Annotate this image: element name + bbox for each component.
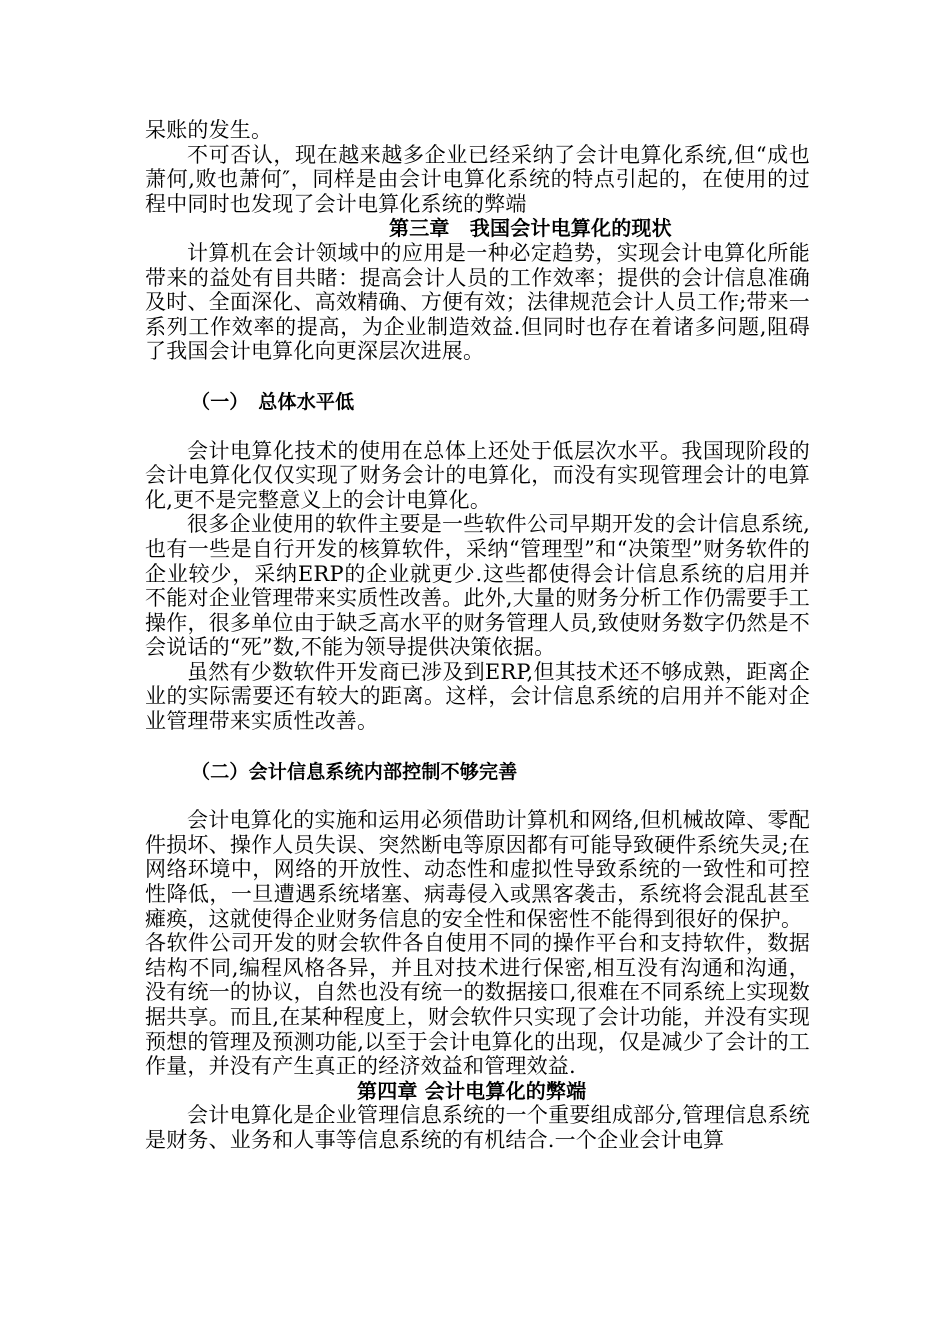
paragraph-chapter-3-1: 计算机在会计领域中的应用是一种必定趋势，实现会计电算化所能带来的益处有目共睹：提高会计人员的工作效率；提供的会计信息准确及时、全面深化、高效精确、方便有效；法律规范会计人员工作;带来一系列工作效率的提高，为企业制造效益.但同时也存在着诸多问题,阻碍了我国会计电算化向更深层次进展。: [145, 240, 810, 364]
section-2-title: （二）会计信息系统内部控制不够完善: [191, 760, 518, 783]
chapter-3-title: 第三章 我国会计电算化的现状: [389, 216, 672, 241]
paragraph-section-1-1: 会计电算化技术的使用在总体上还处于低层次水平。我国现阶段的会计电算化仅仅实现了财务会计的电算化，而没有实现管理会计的电算化,更不是完整意义上的会计电算化。: [145, 438, 810, 512]
paragraph-intro-2: 不可否认，现在越来越多企业已经采纳了会计电算化系统,但“成也萧何,败也萧何″，同样是由会计电算化系统的特点引起的，在使用的过程中同时也发现了会计电算化系统的弊端: [145, 142, 810, 216]
paragraph-intro-tail: 呆账的发生。: [145, 118, 273, 142]
paragraph-chapter-4-1: 会计电算化是企业管理信息系统的一个重要组成部分,管理信息系统是财务、业务和人事等信息系统的有机结合.一个企业会计电算: [145, 1103, 810, 1152]
document-body: [145, 118, 810, 1153]
paragraph-section-1-3: 虽然有少数软件开发商已涉及到ERP,但其技术还不够成熟，距离企业的实际需要还有较大的距离。这样，会计信息系统的启用并不能对企业管理带来实质性改善。: [145, 659, 810, 734]
paragraph-section-1-2: 很多企业使用的软件主要是一些软件公司早期开发的会计信息系统,也有一些是自行开发的核算软件，采纳“管理型”和“决策型”财务软件的企业较少，采纳ERP的企业就更少.这些都使得会计信息系统的启用并不能对企业管理带来实质性改善。此外,大量的财务分析工作仍需要手工操作，很多单位由于缺乏高水平的财务管理人员,致使财务数字仍然是不会说话的“死”数,不能为领导提供决策依据。: [145, 512, 810, 660]
paragraph-section-2-2: 各软件公司开发的财会软件各自使用不同的操作平台和支持软件，数据结构不同,编程风格各异，并且对技术进行保密,相互没有沟通和沟通，没有统一的协议，自然也没有统一的数据接口,很难在不同系统上实现数据共享。而且,在某种程度上，财会软件只实现了会计功能，并没有实现预想的管理及预测功能,以至于会计电算化的出现，仅是减少了会计的工作量，并没有产生真正的经济效益和管理效益.: [145, 931, 810, 1079]
section-1-title: （一） 总体水平低: [191, 390, 355, 413]
chapter-4-title: 第四章 会计电算化的弊端: [357, 1078, 587, 1103]
paragraph-section-2-1: 会计电算化的实施和运用必须借助计算机和网络,但机械故障、零配件损坏、操作人员失误、突然断电等原因都有可能导致硬件系统失灵;在网络环境中，网络的开放性、动态性和虚拟性导致系统的一致性和可控性降低，一旦遭遇系统堵塞、病毒侵入或黑客袭击，系统将会混乱甚至瘫痪，这就使得企业财务信息的安全性和保密性不能得到很好的保护。: [145, 808, 810, 931]
